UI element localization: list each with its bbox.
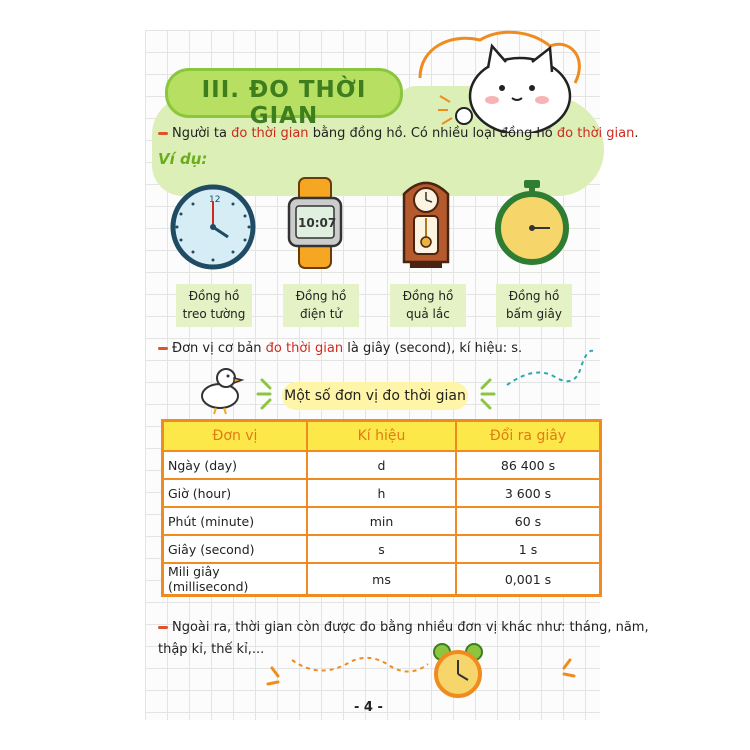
clock-label-line: điện tử [299,307,343,321]
bullet-icon [158,132,168,135]
base-unit-highlight: đo thời gian [265,341,344,356]
intro-part: bằng đồng hồ. Có nhiều loại đồng hồ [308,126,557,141]
units-table [161,419,602,597]
table-cell: Giờ (hour) [163,479,308,507]
decor-sparkle [256,374,282,414]
decor-sparkle [266,664,290,694]
table-row [163,451,601,479]
bullet-icon [158,626,168,629]
decor-sparkle [552,656,576,686]
clock-label-line: Đồng hồ [402,289,454,303]
table-cell: s [307,535,456,563]
watch-display: 10:07 [298,216,337,230]
table-header-cell: Đơn vị [163,421,308,452]
alarm-clock-icon [428,640,488,700]
intro-highlight: đo thời gian [231,126,309,141]
clock-label-line: treo tường [182,307,246,321]
table-cell: Giây (second) [163,535,308,563]
table-cell: Ngày (day) [163,451,308,479]
intro-part: Người ta [172,126,232,141]
table-title: Một số đơn vị đo thời gian [282,382,468,410]
table-cell: 3 600 s [456,479,601,507]
clock-numeral: 12 [209,195,221,205]
other-units-text [158,620,649,635]
clock-label [176,284,252,327]
cat-icon [410,28,590,133]
base-unit-part: là giây (second), kí hiệu: s. [343,341,523,356]
table-row [163,479,601,507]
section-title: III. ĐO THỜI GIAN [201,77,367,129]
table-header-row [163,421,601,452]
table-row [163,507,601,535]
clock-label-line: Đồng hồ [295,289,347,303]
decor-sparkle [470,374,496,414]
example-label: Ví dụ: [158,150,208,168]
table-header-cell: Đổi ra giây [456,421,601,452]
table-cell: Phút (minute) [163,507,308,535]
table-cell: min [307,507,456,535]
decor-dashed-swirl [290,650,430,680]
digital-watch-icon [285,176,345,271]
table-row [163,535,601,563]
pendulum-clock-icon [396,172,456,272]
table-cell: 86 400 s [456,451,601,479]
table-cell: Mili giây (millisecond) [163,563,308,596]
table-cell: 1 s [456,535,601,563]
clock-label-line: quả lắc [406,307,450,321]
wall-clock-icon [168,182,258,272]
base-unit-part: Đơn vị cơ bản [172,341,266,356]
clock-label [390,284,466,327]
table-cell: ms [307,563,456,596]
bullet-icon [158,347,168,350]
clock-label-line: bấm giây [506,307,562,321]
stopwatch-icon [492,178,572,268]
duck-icon [196,364,246,416]
intro-part: . [634,126,639,141]
table-cell: d [307,451,456,479]
table-row [163,563,601,596]
table-cell: 60 s [456,507,601,535]
clock-label-line: Đồng hồ [508,289,560,303]
intro-highlight: đo thời gian [556,126,635,141]
section-title-banner [165,68,403,129]
table-cell: h [307,479,456,507]
page-number: - 4 - [354,700,383,715]
other-units-line: Ngoài ra, thời gian còn được đo bằng nhiều đơn vị khác như: tháng, năm, [172,620,649,635]
decor-dashed-swirl [505,345,595,390]
base-unit-text [158,341,522,356]
other-units-text-line2: thập kỉ, thế kỉ,... [158,642,265,657]
clock-label [496,284,572,327]
clock-label [283,284,359,327]
intro-text [158,126,638,141]
table-header-cell: Kí hiệu [307,421,456,452]
table-cell: 0,001 s [456,563,601,596]
clock-label-line: Đồng hồ [188,289,240,303]
